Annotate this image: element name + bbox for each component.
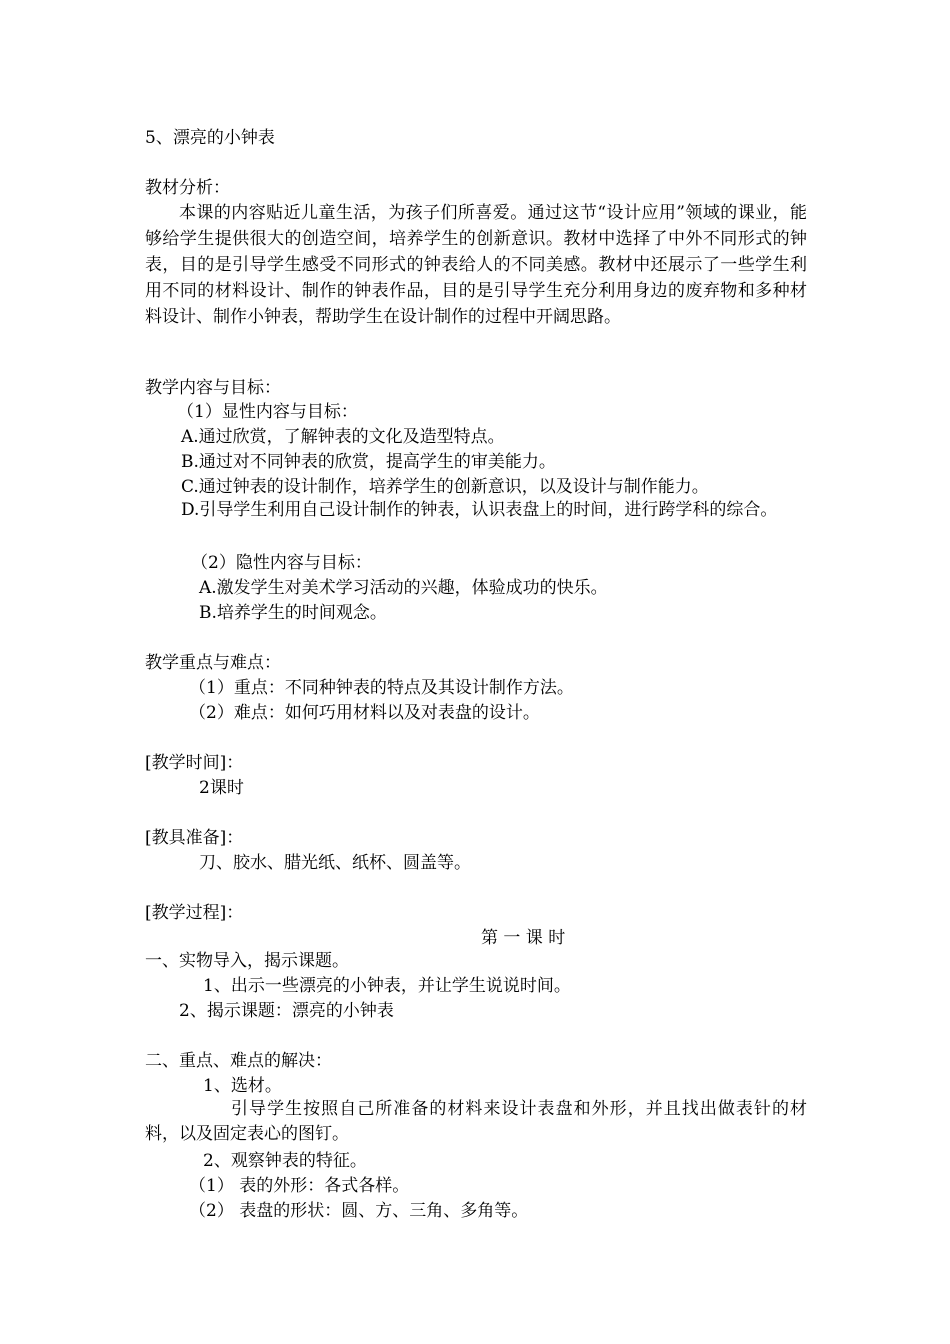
part2-step2: 2、观察钟表的特征。 bbox=[203, 1151, 367, 1171]
tools-heading: [教具准备]： bbox=[145, 828, 244, 848]
explicit-goal-item: C.通过钟表的设计制作，培养学生的创新意识，以及设计与制作能力。 bbox=[181, 477, 709, 497]
implicit-goal-item: B.培养学生的时间观念。 bbox=[199, 603, 387, 623]
part1-title: 一、实物导入，揭示课题。 bbox=[145, 951, 349, 971]
implicit-goals-label: （2）隐性内容与目标： bbox=[191, 553, 372, 573]
explicit-goals-label: （1）显性内容与目标： bbox=[177, 402, 358, 422]
explicit-goal-item: B.通过对不同钟表的欣赏，提高学生的审美能力。 bbox=[181, 452, 556, 472]
tools-value: 刀、胶水、腊光纸、纸杯、圆盖等。 bbox=[199, 853, 471, 873]
time-heading: [教学时间]： bbox=[145, 753, 244, 773]
goals-heading: 教学内容与目标： bbox=[145, 378, 281, 398]
analysis-heading: 教材分析： bbox=[145, 178, 230, 198]
explicit-goal-item: D.引导学生利用自己设计制作的钟表，认识表盘上的时间，进行跨学科的综合。 bbox=[181, 500, 778, 520]
part2-step1-body: 引导学生按照自己所准备的材料来设计表盘和外形，并且找出做表针的材料，以及固定表心的图钉。 bbox=[145, 1099, 807, 1144]
key-points-heading: 教学重点与难点： bbox=[145, 653, 281, 673]
time-value: 2课时 bbox=[199, 778, 244, 798]
process-heading: [教学过程]： bbox=[145, 903, 244, 923]
implicit-goal-item: A.激发学生对美术学习活动的兴趣，体验成功的快乐。 bbox=[199, 578, 608, 598]
explicit-goal-item: A.通过欣赏，了解钟表的文化及造型特点。 bbox=[181, 427, 505, 447]
feature-item: （2） 表盘的形状：圆、方、三角、多角等。 bbox=[189, 1201, 529, 1221]
part2-step1: 1、选材。 bbox=[203, 1076, 282, 1096]
session-title: 第 一 课 时 bbox=[481, 928, 566, 948]
feature-item: （1） 表的外形：各式各样。 bbox=[189, 1176, 410, 1196]
analysis-paragraph: 本课的内容贴近儿童生活，为孩子们所喜爱。通过这节“设计应用”领域的课业，能够给学生提供很大的创造空间，培养学生的创新意识。教材中选择了中外不同形式的钟表，目的是引导学生感受不同形式的钟表给人的不同美感。教材中还展示了一些学生利用不同的材料设计、制作的钟表作品，目的是引导学生充分利用身边的废弃物和多种材料设计、制作小钟表，帮助学生在设计制作的过程中开阔思路。 bbox=[145, 203, 807, 327]
part2-title: 二、重点、难点的解决： bbox=[145, 1051, 332, 1071]
key-point-item: （1）重点：不同种钟表的特点及其设计制作方法。 bbox=[189, 678, 574, 698]
key-point-item: （2）难点：如何巧用材料以及对表盘的设计。 bbox=[189, 703, 540, 723]
part1-item: 1、出示一些漂亮的小钟表，并让学生说说时间。 bbox=[203, 976, 571, 996]
lesson-title: 5、漂亮的小钟表 bbox=[145, 128, 275, 148]
part1-item: 2、揭示课题：漂亮的小钟表 bbox=[179, 1001, 394, 1021]
